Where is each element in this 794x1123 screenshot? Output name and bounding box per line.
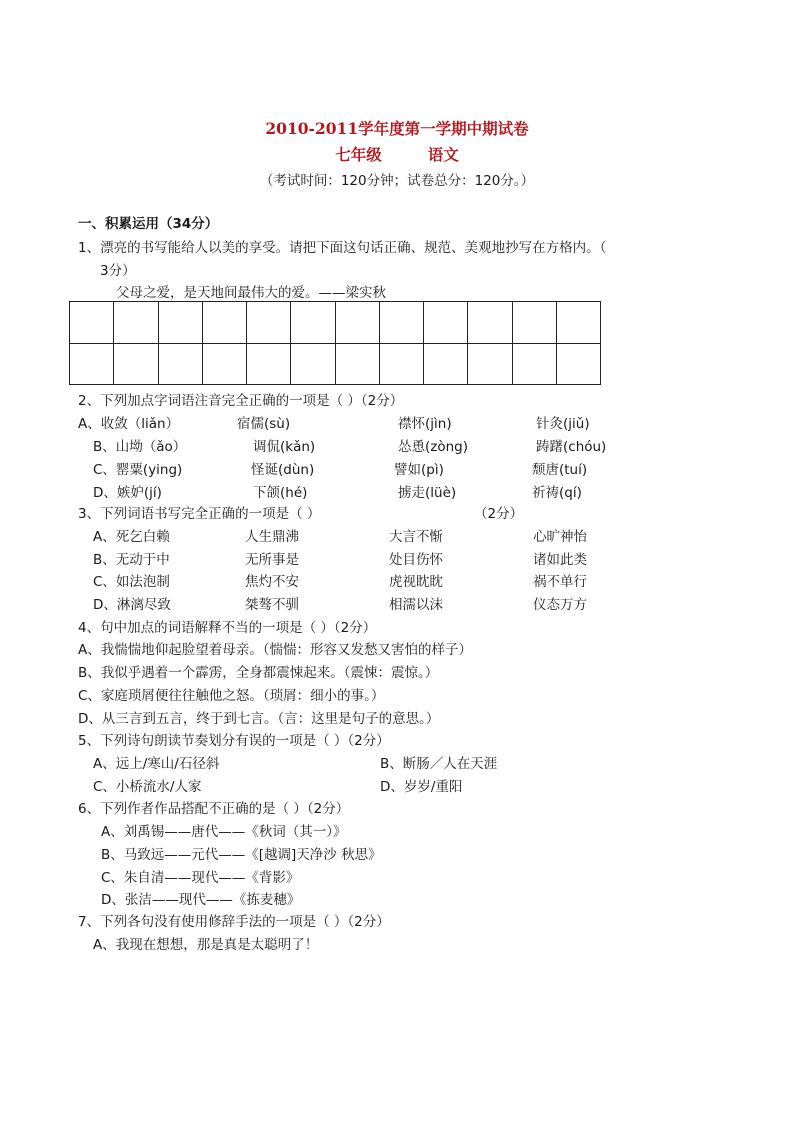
q3-option-a-3: 大言不惭 [389,529,443,545]
q6-option-b: B、马致远——元代——《[越调]天净沙 秋思》 [101,847,382,863]
question-3-score: （2分） [474,506,524,522]
grid-cell[interactable] [335,302,379,344]
q2-option-d-4: 祈祷(qí) [532,485,582,501]
subject-label: 语文 [427,145,459,164]
q5-option-a: A、远上/寒山/石径斜 [93,756,220,772]
question-1-stem-line2: 3分） [100,263,136,279]
question-2-stem: 2、下列加点字词语注音完全正确的一项是（ ）（2分） [78,393,404,409]
grid-cell[interactable] [247,302,291,344]
question-3-stem: 3、下列词语书写完全正确的一项是（ ） [78,506,321,522]
q3-option-c-3: 虎视眈眈 [389,574,443,590]
q2-option-d-3: 掳走(lüè) [398,485,457,501]
grade-label: 七年级 [335,145,382,164]
q3-option-a-1: A、死乞白赖 [93,529,170,545]
q3-option-a-4: 心旷神怡 [533,529,587,545]
grid-cell[interactable] [556,343,600,385]
grid-cell[interactable] [70,302,114,344]
writing-grid[interactable] [69,301,601,385]
q2-option-b-4: 踌躇(chóu) [536,439,607,455]
q3-option-a-2: 人生鼎沸 [245,529,299,545]
q2-option-d-2: 下颌(hé) [253,485,308,501]
q4-option-d: D、从三言到五言，终于到七言。（言：这里是句子的意思。） [78,711,440,727]
q2-option-b-3: 怂恿(zòng) [398,439,469,455]
q3-option-b-1: B、无动于中 [93,552,170,568]
q6-option-c: C、朱自清——现代——《背影》 [101,870,300,886]
grid-cell[interactable] [335,343,379,385]
q5-option-c: C、小桥流水/人家 [93,779,202,795]
grid-cell[interactable] [291,302,335,344]
grid-cell[interactable] [202,302,246,344]
grid-row [70,302,601,344]
q3-option-b-3: 处目伤怀 [389,552,443,568]
grid-cell[interactable] [424,343,468,385]
q2-option-c-4: 颓唐(tuí) [532,462,588,478]
grid-cell[interactable] [379,302,423,344]
grid-cell[interactable] [468,302,512,344]
q2-option-c-3: 譬如(pì) [394,462,444,478]
q5-option-b: B、断肠／人在天涯 [380,756,498,772]
grid-cell[interactable] [379,343,423,385]
q3-option-d-1: D、淋漓尽致 [93,597,171,613]
q2-option-d-1: D、嫉妒(jí) [93,485,162,501]
q3-option-c-4: 祸不单行 [533,574,587,590]
q4-option-c: C、家庭琐屑便往往触他之怒。（琐屑：细小的事。） [78,688,385,704]
question-1-stem-line1: 1、漂亮的书写能给人以美的享受。请把下面这句话正确、规范、美观地抄写在方格内。（ [78,240,607,256]
grid-cell[interactable] [202,343,246,385]
q4-option-a: A、我惴惴地仰起脸望着母亲。（惴惴：形容又发愁又害怕的样子） [78,642,472,658]
q2-option-b-2: 调侃(kǎn) [253,439,316,455]
question-4-stem: 4、句中加点的词语解释不当的一项是（ ）（2分） [78,620,377,636]
grid-cell[interactable] [158,343,202,385]
q3-option-c-1: C、如法泡制 [93,574,170,590]
section-title: 一、积累运用（34分） [78,216,219,232]
q4-option-b: B、我似乎遇着一个霹雳，全身都震悚起来。（震悚：震惊。） [78,665,439,681]
q2-option-a-4: 针灸(jiǔ) [536,416,590,432]
q3-option-b-4: 诸如此类 [533,552,587,568]
question-5-stem: 5、下列诗句朗读节奏划分有误的一项是（ ）（2分） [78,733,390,749]
q2-option-a-1: A、收敛（liǎn） [78,416,180,432]
grid-cell[interactable] [247,343,291,385]
q7-option-a: A、我现在想想，那是真是太聪明了！ [93,937,319,953]
grid-cell[interactable] [70,343,114,385]
grid-cell[interactable] [114,343,158,385]
question-7-stem: 7、下列各句没有使用修辞手法的一项是（ ）（2分） [78,914,390,930]
grid-cell[interactable] [424,302,468,344]
grid-cell[interactable] [512,302,556,344]
q3-option-d-4: 仪态万方 [533,597,587,613]
grid-cell[interactable] [468,343,512,385]
q3-option-b-2: 无所事是 [245,552,299,568]
q2-option-c-2: 怪诞(dùn) [251,462,315,478]
question-1-quote: 父母之爱，是天地间最伟大的爱。——梁实秋 [116,285,386,301]
grid-row [70,343,601,385]
question-6-stem: 6、下列作者作品搭配不正确的是（ ）（2分） [78,801,350,817]
exam-subtitle [0,143,794,165]
q3-option-d-2: 桀骜不驯 [245,597,299,613]
grid-cell[interactable] [291,343,335,385]
q2-option-a-3: 襟怀(jìn) [398,416,452,432]
grid-cell[interactable] [114,302,158,344]
q2-option-a-2: 宿儒(sù) [237,416,291,432]
grid-cell[interactable] [158,302,202,344]
exam-info: （考试时间：120分钟；试卷总分：120分。） [259,173,535,189]
q3-option-d-3: 相濡以沫 [389,597,443,613]
exam-title: 2010-2011学年度第一学期中期试卷 [265,119,529,138]
q2-option-c-1: C、罂粟(ying) [93,462,183,478]
q3-option-c-2: 焦灼不安 [245,574,299,590]
q5-option-d: D、岁岁/重阳 [380,779,463,795]
q6-option-a: A、刘禹锡——唐代——《秋词（其一）》 [101,824,347,840]
grid-cell[interactable] [512,343,556,385]
q6-option-d: D、张洁——现代——《拣麦穗》 [101,892,301,908]
grid-cell[interactable] [556,302,600,344]
q2-option-b-1: B、山坳（ǎo） [93,439,187,455]
